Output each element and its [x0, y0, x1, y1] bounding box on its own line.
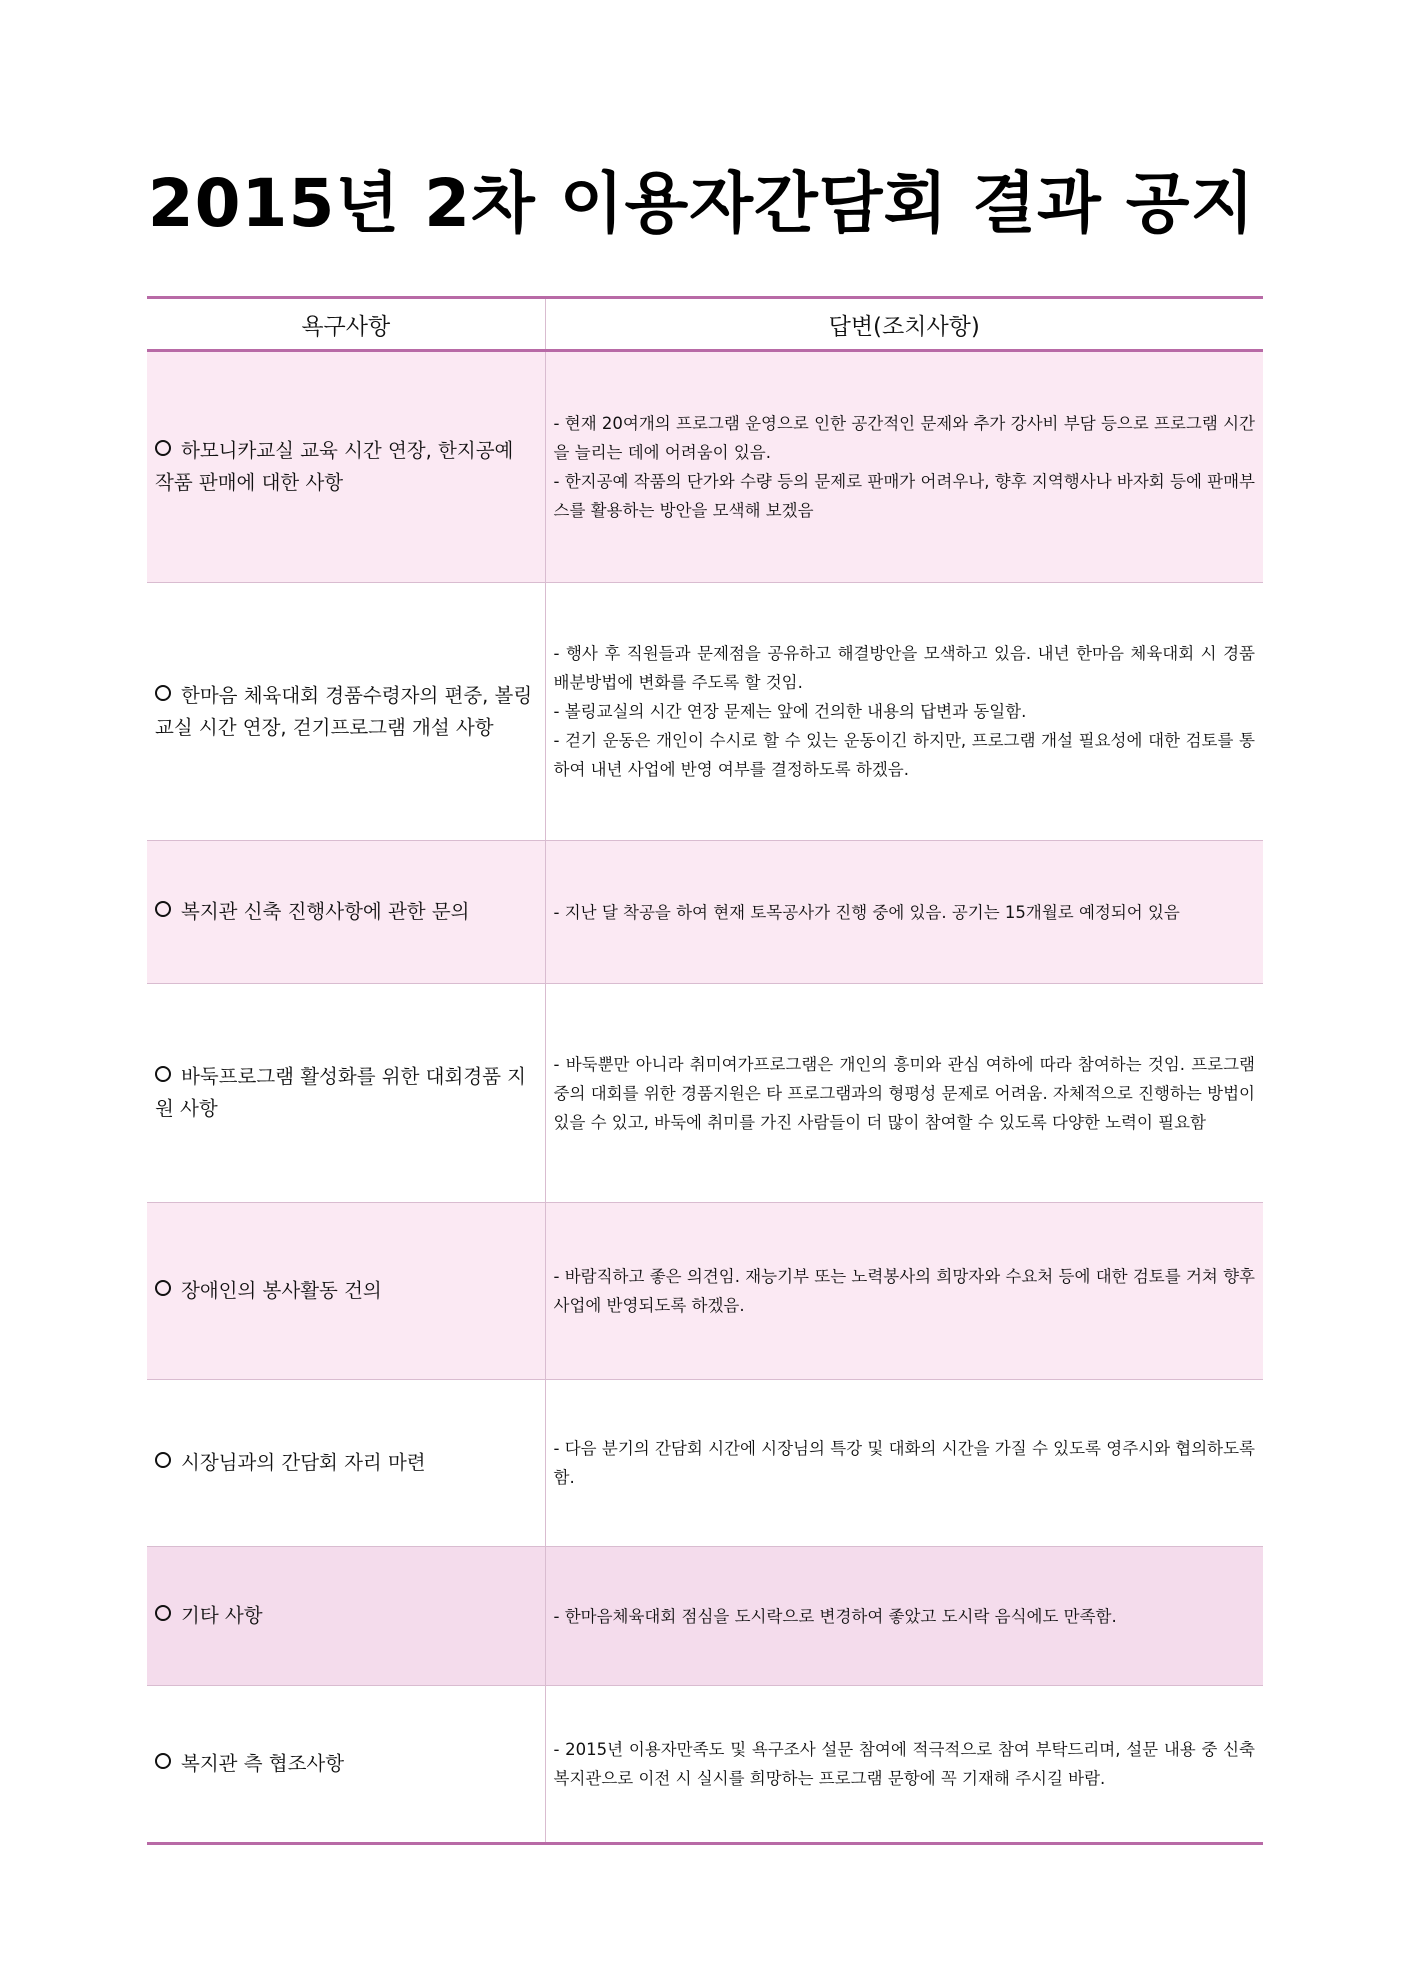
answer-line: - 지난 달 착공을 하여 현재 토목공사가 진행 중에 있음. 공기는 15개월로 예정되어 있음	[553, 902, 1180, 922]
table-row	[147, 1203, 1263, 1380]
circle-bullet-icon	[155, 1452, 171, 1468]
page-title: 2015년 2차 이용자간담회 결과 공지	[147, 165, 1256, 242]
answer-line: - 다음 분기의 간담회 시간에 시장님의 특강 및 대화의 시간을 가질 수 있도록 영주시와 협의하도록 함.	[553, 1439, 1255, 1487]
request-text: 복지관 측 협조사항	[181, 1752, 345, 1775]
answer-line: - 볼링교실의 시간 연장 문제는 앞에 건의한 내용의 답변과 동일함.	[553, 702, 1027, 721]
answer-cell	[545, 351, 1263, 583]
answer-line: - 바둑뿐만 아니라 취미여가프로그램은 개인의 흥미와 관심 여하에 따라 참여하는 것임. 프로그램 중의 대회를 위한 경품지원은 타 프로그램과의 형평성 문제로 어려움. 자체적으로 진행하는 방법이 있을 수 있고, 바둑에 취미를 가진 사람들이 더 많이 참여할 수 있도록 다양한 노력이 필요함	[553, 1054, 1255, 1132]
request-text: 시장님과의 간담회 자리 마련	[181, 1451, 426, 1474]
circle-bullet-icon	[155, 1280, 171, 1296]
circle-bullet-icon	[155, 685, 171, 701]
request-text: 기타 사항	[181, 1604, 263, 1627]
request-text: 한마음 체육대회 경품수령자의 편중, 볼링교실 시간 연장, 걷기프로그램 개설 사항	[155, 683, 533, 739]
table-row	[147, 1547, 1263, 1686]
request-text: 바둑프로그램 활성화를 위한 대회경품 지원 사항	[155, 1065, 527, 1120]
table-row	[147, 984, 1263, 1203]
answer-line: - 2015년 이용자만족도 및 욕구조사 설문 참여에 적극적으로 참여 부탁드리며, 설문 내용 중 신축복지관으로 이전 시 실시를 희망하는 프로그램 문항에 꼭 기재해 주시길 바람.	[553, 1740, 1255, 1788]
request-cell	[147, 583, 545, 841]
request-cell	[147, 1686, 545, 1844]
answer-line: - 한지공예 작품의 단가와 수량 등의 문제로 판매가 어려우나, 향후 지역행사나 바자회 등에 판매부스를 활용하는 방안을 모색해 보겠음	[553, 472, 1255, 520]
header-answer: 답변(조치사항)	[545, 298, 1263, 351]
answer-cell	[545, 1547, 1263, 1686]
answer-cell	[545, 583, 1263, 841]
request-cell	[147, 351, 545, 583]
answer-line: - 한마음체육대회 점심을 도시락으로 변경하여 좋았고 도시락 음식에도 만족함.	[553, 1606, 1117, 1626]
request-cell	[147, 1380, 545, 1547]
request-cell	[147, 1203, 545, 1380]
table-row	[147, 351, 1263, 583]
answer-line: - 바람직하고 좋은 의견임. 재능기부 또는 노력봉사의 희망자와 수요처 등에 대한 검토를 거쳐 향후 사업에 반영되도록 하겠음.	[553, 1267, 1255, 1315]
request-cell	[147, 1547, 545, 1686]
request-cell	[147, 984, 545, 1203]
table-row	[147, 1686, 1263, 1844]
circle-bullet-icon	[155, 1605, 171, 1621]
request-text: 복지관 신축 진행사항에 관한 문의	[181, 900, 470, 923]
table-row	[147, 1380, 1263, 1547]
answer-line: - 현재 20여개의 프로그램 운영으로 인한 공간적인 문제와 추가 강사비 부담 등으로 프로그램 시간을 늘리는 데에 어려움이 있음.	[553, 414, 1255, 462]
request-text: 하모니카교실 교육 시간 연장, 한지공예 작품 판매에 대한 사항	[155, 439, 514, 494]
answer-cell	[545, 841, 1263, 984]
table-header-row	[147, 298, 1263, 351]
table-row	[147, 841, 1263, 984]
circle-bullet-icon	[155, 901, 171, 917]
answer-line: - 행사 후 직원들과 문제점을 공유하고 해결방안을 모색하고 있음. 내년 한마음 체육대회 시 경품 배분방법에 변화를 주도록 할 것임.	[553, 644, 1255, 692]
answer-cell	[545, 1380, 1263, 1547]
circle-bullet-icon	[155, 1753, 171, 1769]
answer-cell	[545, 1686, 1263, 1844]
circle-bullet-icon	[155, 440, 171, 456]
notice-table	[147, 296, 1263, 1845]
header-request: 욕구사항	[147, 298, 545, 351]
circle-bullet-icon	[155, 1066, 171, 1082]
answer-cell	[545, 984, 1263, 1203]
request-text: 장애인의 봉사활동 건의	[181, 1279, 382, 1302]
table-row	[147, 583, 1263, 841]
answer-line: - 걷기 운동은 개인이 수시로 할 수 있는 운동이긴 하지만, 프로그램 개설 필요성에 대한 검토를 통하여 내년 사업에 반영 여부를 결정하도록 하겠음.	[553, 731, 1255, 779]
answer-cell	[545, 1203, 1263, 1380]
request-cell	[147, 841, 545, 984]
